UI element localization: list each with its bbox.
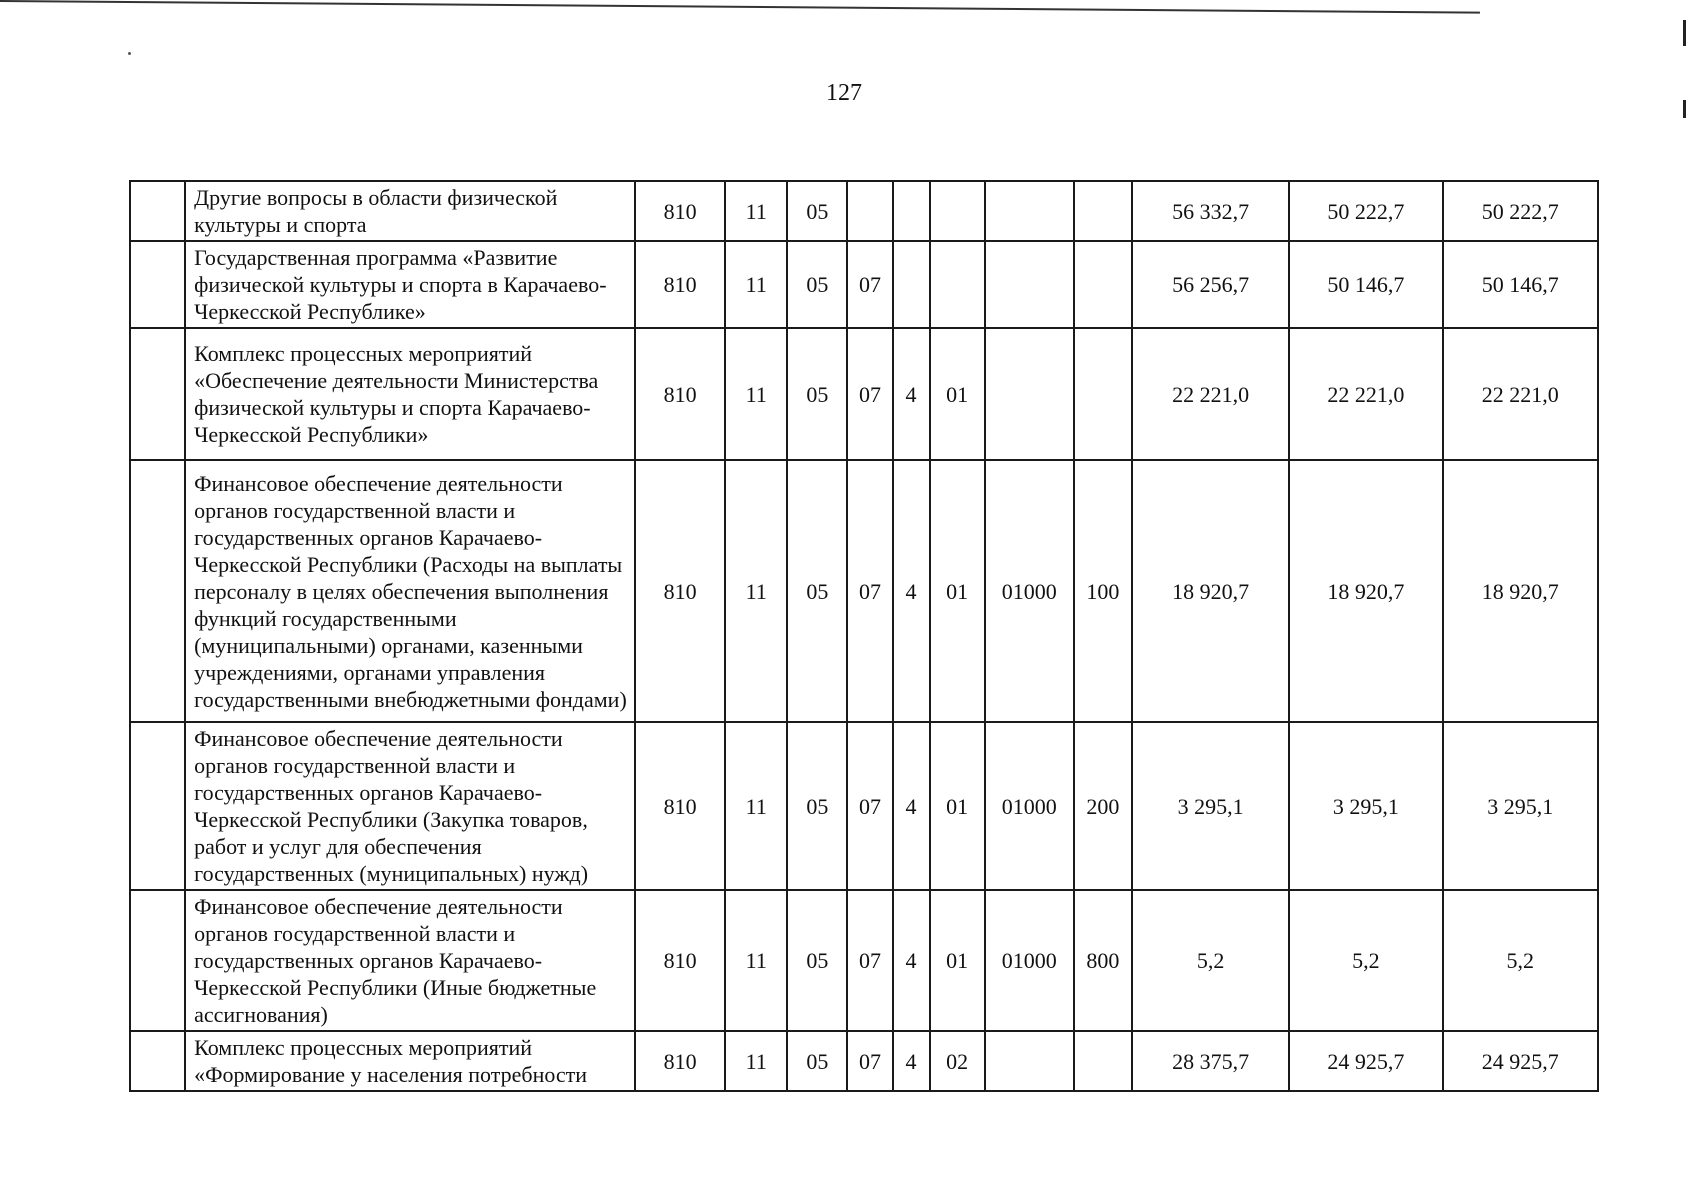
amount-year-3-cell: 18 920,7 [1443,460,1598,722]
event-code-cell: 01 [930,722,985,890]
amount-year-1-cell: 22 221,0 [1132,328,1289,460]
section-code-cell: 11 [725,460,787,722]
direction-code-cell: 01000 [985,460,1074,722]
subprogram-code-cell: 4 [893,890,930,1031]
ministry-code-cell: 810 [635,722,725,890]
section-code-cell: 11 [725,328,787,460]
amount-year-3-cell: 50 222,7 [1443,181,1598,241]
section-code-cell: 11 [725,890,787,1031]
program-code-cell: 07 [847,460,892,722]
expense-type-code-cell: 100 [1074,460,1132,722]
direction-code-cell: 01000 [985,890,1074,1031]
section-code-cell: 11 [725,241,787,328]
expense-name-cell: Комплекс процессных мероприятий «Обеспечение деятельности Министерства физической культуры и спорта Карачаево-Черкесской Республики» [185,328,635,460]
table-row [130,241,1598,328]
program-code-cell: 07 [847,328,892,460]
direction-code-cell: 01000 [985,722,1074,890]
amount-year-1-cell: 18 920,7 [1132,460,1289,722]
amount-year-2-cell: 5,2 [1289,890,1442,1031]
direction-code-cell [985,241,1074,328]
expense-name-cell: Комплекс процессных мероприятий «Формирование у населения потребности [185,1031,635,1091]
subprogram-code-cell: 4 [893,722,930,890]
expense-type-code-cell [1074,328,1132,460]
subprogram-code-cell [893,241,930,328]
direction-code-cell [985,328,1074,460]
amount-year-1-cell: 28 375,7 [1132,1031,1289,1091]
ministry-code-cell: 810 [635,328,725,460]
amount-year-2-cell: 50 146,7 [1289,241,1442,328]
event-code-cell: 01 [930,460,985,722]
budget-table-body [130,181,1598,1091]
expense-type-code-cell: 800 [1074,890,1132,1031]
row-number-cell [130,241,185,328]
expense-name-cell: Государственная программа «Развитие физической культуры и спорта в Карачаево-Черкесской Республике» [185,241,635,328]
amount-year-3-cell: 22 221,0 [1443,328,1598,460]
amount-year-1-cell: 5,2 [1132,890,1289,1031]
program-code-cell: 07 [847,241,892,328]
row-number-cell [130,181,185,241]
ministry-code-cell: 810 [635,1031,725,1091]
expense-type-code-cell [1074,241,1132,328]
section-code-cell: 11 [725,181,787,241]
subsection-code-cell: 05 [787,890,847,1031]
row-number-cell [130,890,185,1031]
program-code-cell: 07 [847,722,892,890]
subsection-code-cell: 05 [787,1031,847,1091]
row-number-cell [130,1031,185,1091]
expense-name-cell: Финансовое обеспечение деятельности органов государственной власти и государственных органов Карачаево-Черкесской Республики (Расходы на выплаты персоналу в целях обеспечения выполнения функций государственными (муниципальными) органами, казенными учреждениями, органами управления государственными внебюджетными фондами) [185,460,635,722]
subprogram-code-cell: 4 [893,1031,930,1091]
expense-type-code-cell: 200 [1074,722,1132,890]
amount-year-2-cell: 18 920,7 [1289,460,1442,722]
ministry-code-cell: 810 [635,890,725,1031]
expense-type-code-cell [1074,181,1132,241]
event-code-cell: 02 [930,1031,985,1091]
program-code-cell: 07 [847,1031,892,1091]
amount-year-1-cell: 3 295,1 [1132,722,1289,890]
subprogram-code-cell: 4 [893,328,930,460]
event-code-cell [930,181,985,241]
event-code-cell: 01 [930,328,985,460]
scan-speck [128,52,131,55]
subsection-code-cell: 05 [787,181,847,241]
program-code-cell [847,181,892,241]
page-number [0,80,1688,107]
section-code-cell: 11 [725,722,787,890]
amount-year-3-cell: 5,2 [1443,890,1598,1031]
table-row [130,722,1598,890]
table-row [130,890,1598,1031]
event-code-cell: 01 [930,890,985,1031]
subprogram-code-cell [893,181,930,241]
amount-year-1-cell: 56 256,7 [1132,241,1289,328]
amount-year-3-cell: 50 146,7 [1443,241,1598,328]
row-number-cell [130,460,185,722]
amount-year-1-cell: 56 332,7 [1132,181,1289,241]
amount-year-2-cell: 22 221,0 [1289,328,1442,460]
amount-year-2-cell: 24 925,7 [1289,1031,1442,1091]
table-row [130,460,1598,722]
expense-name-cell: Финансовое обеспечение деятельности органов государственной власти и государственных органов Карачаево-Черкесской Республики (Закупка товаров, работ и услуг для обеспечения государственных (муниципальных) нужд) [185,722,635,890]
ministry-code-cell: 810 [635,181,725,241]
direction-code-cell [985,181,1074,241]
ministry-code-cell: 810 [635,241,725,328]
budget-table [129,180,1599,1092]
program-code-cell: 07 [847,890,892,1031]
row-number-cell [130,722,185,890]
subsection-code-cell: 05 [787,722,847,890]
amount-year-3-cell: 24 925,7 [1443,1031,1598,1091]
table-row [130,328,1598,460]
scan-edge-mark [1683,20,1686,46]
expense-name-cell: Другие вопросы в области физической культуры и спорта [185,181,635,241]
table-row [130,1031,1598,1091]
subsection-code-cell: 05 [787,328,847,460]
subprogram-code-cell: 4 [893,460,930,722]
subsection-code-cell: 05 [787,460,847,722]
ministry-code-cell: 810 [635,460,725,722]
section-code-cell: 11 [725,1031,787,1091]
amount-year-2-cell: 3 295,1 [1289,722,1442,890]
row-number-cell [130,328,185,460]
page-number-text: 127 [826,80,862,106]
direction-code-cell [985,1031,1074,1091]
subsection-code-cell: 05 [787,241,847,328]
event-code-cell [930,241,985,328]
expense-type-code-cell [1074,1031,1132,1091]
table-row [130,181,1598,241]
scan-edge-line [0,0,1480,14]
expense-name-cell: Финансовое обеспечение деятельности органов государственной власти и государственных органов Карачаево-Черкесской Республики (Иные бюджетные ассигнования) [185,890,635,1031]
amount-year-2-cell: 50 222,7 [1289,181,1442,241]
amount-year-3-cell: 3 295,1 [1443,722,1598,890]
